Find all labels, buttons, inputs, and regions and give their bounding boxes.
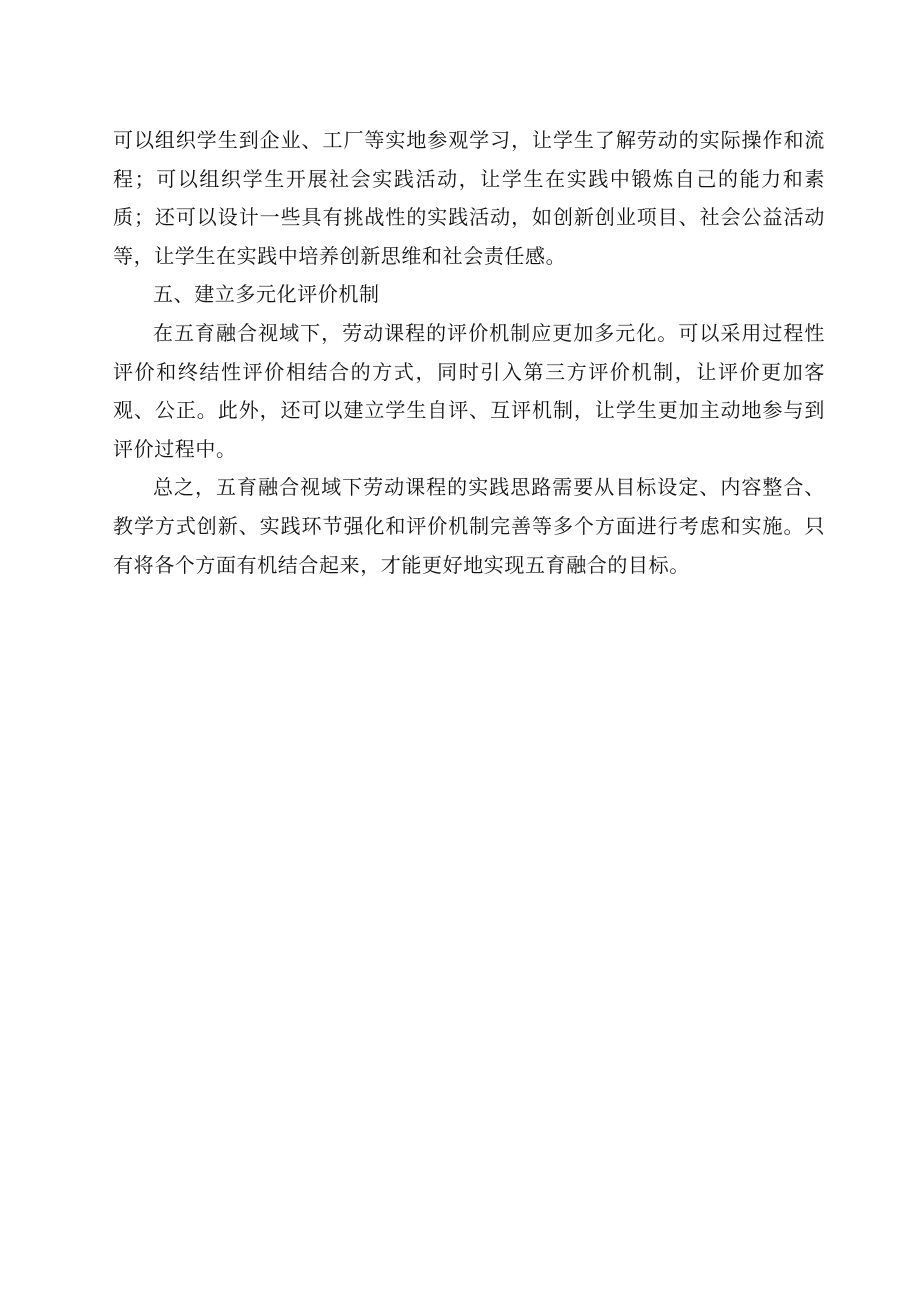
paragraph-practice-activities: 可以组织学生到企业、工厂等实地参观学习，让学生了解劳动的实际操作和流程；可以组织学生开展社会实践活动，让学生在实践中锻炼自己的能力和素质；还可以设计一些具有挑战性的实践活动，如创新创业项目、社会公益活动等，让学生在实践中培养创新思维和社会责任感。	[113, 128, 825, 268]
paragraph-evaluation-mechanism: 在五育融合视域下，劳动课程的评价机制应更加多元化。可以采用过程性评价和终结性评价相结合的方式，同时引入第三方评价机制，让评价更加客观、公正。此外，还可以建立学生自评、互评机制，让学生更加主动地参与到评价过程中。	[113, 320, 825, 461]
section-heading-evaluation: 五、建立多元化评价机制	[153, 282, 380, 307]
paragraph-conclusion: 总之，五育融合视域下劳动课程的实践思路需要从目标设定、内容整合、教学方式创新、实践环节强化和评价机制完善等多个方面进行考虑和实施。只有将各个方面有机结合起来，才能更好地实现五育融合的目标。	[113, 475, 825, 577]
document-body	[113, 121, 825, 584]
